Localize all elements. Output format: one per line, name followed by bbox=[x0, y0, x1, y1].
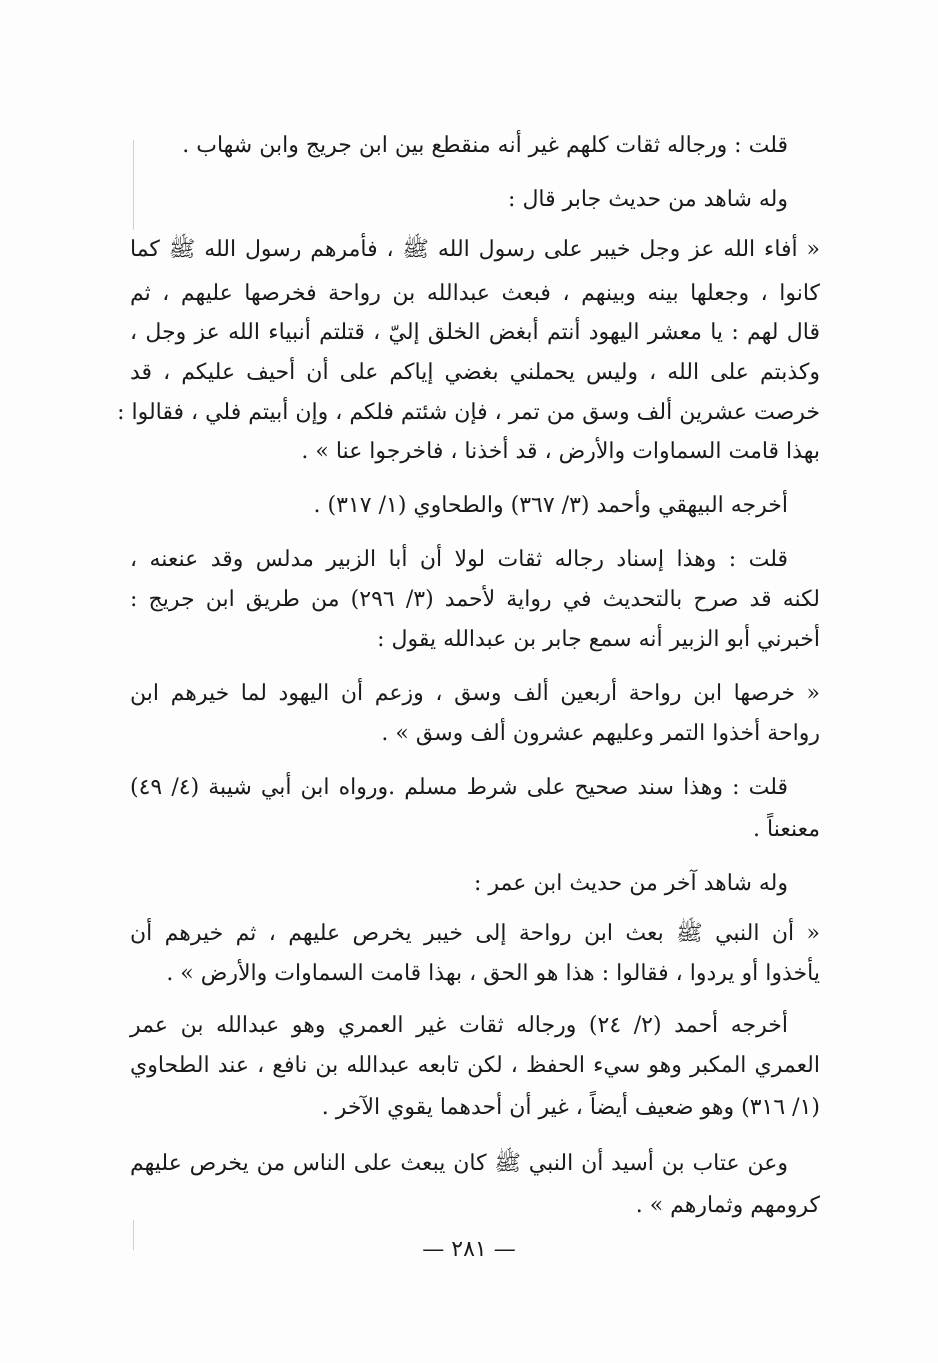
text-line: وله شاهد من حديث جابر قال : bbox=[508, 187, 788, 212]
text-line: قلت : وهذا إسناد رجاله ثقات لولا أن أبا الزبير مدلس وقد عنعنه ، bbox=[130, 547, 788, 572]
text-line: وكذبتم على الله ، وليس يحملني بغضي إياكم على أن أحيف عليكم ، قد bbox=[130, 360, 820, 385]
text-line: (١/ ٣١٦) وهو ضعيف أيضاً ، غير أن أحدهما يقوي الآخر . bbox=[321, 1095, 820, 1120]
text-line: قال لهم : يا معشر اليهود أنتم أبغض الخلق إليّ ، قتلتم أنبياء الله عز وجل ، bbox=[130, 320, 820, 345]
text-line: كرومهم وثمارهم » . bbox=[635, 1193, 820, 1218]
text-line: « خرصها ابن رواحة أربعين ألف وسق ، وزعم أن اليهود لما خيرهم ابن bbox=[130, 681, 820, 706]
text-line: رواحة أخذوا التمر وعليهم عشرون ألف وسق » . bbox=[381, 721, 820, 746]
text-line: وعن عتاب بن أسيد أن النبي ﷺ كان يبعث على الناس من يخرص عليهم bbox=[130, 1151, 788, 1176]
text-line: خرصت عشرين ألف وسق من تمر ، فإن شئتم فلكم ، وإن أبيتم فلي ، فقالوا : bbox=[117, 400, 820, 425]
text-line: أخرجه البيهقي وأحمد (٣/ ٣٦٧) والطحاوي (١/ ٣١٧) . bbox=[313, 493, 788, 518]
scan-edge-mark bbox=[133, 1220, 134, 1250]
text-line: أخبرني أبو الزبير أنه سمع جابر بن عبدالله يقول : bbox=[377, 627, 820, 652]
text-line: العمري المكبر وهو سيء الحفظ ، لكن تابعه عبدالله بن نافع ، عند الطحاوي bbox=[130, 1053, 820, 1078]
text-line: قلت : ورجاله ثقات كلهم غير أنه منقطع بين ابن جريج وابن شهاب . bbox=[182, 133, 788, 158]
page-number: — ٢٨١ — bbox=[422, 1237, 516, 1262]
text-line: « أفاء الله عز وجل خيبر على رسول الله ﷺ ، فأمرهم رسول الله ﷺ كما bbox=[130, 237, 820, 262]
text-line: معنعناً . bbox=[753, 817, 820, 842]
text-line: أخرجه أحمد (٢/ ٢٤) ورجاله ثقات غير العمري وهو عبدالله بن عمر bbox=[130, 1013, 789, 1038]
text-line: وله شاهد آخر من حديث ابن عمر : bbox=[474, 871, 788, 896]
text-line: كانوا ، وجعلها بينه وبينهم ، فبعث عبدالله بن رواحة فخرصها عليهم ، ثم bbox=[130, 281, 820, 306]
text-line: لكنه قد صرح بالتحديث في رواية لأحمد (٣/ ٢٩٦) من طريق ابن جريج : bbox=[130, 587, 821, 612]
text-line: بهذا قامت السماوات والأرض ، قد أخذنا ، فاخرجوا عنا » . bbox=[301, 439, 820, 464]
text-line: « أن النبي ﷺ بعث ابن رواحة إلى خيبر يخرص عليهم ، ثم خيرهم أن bbox=[130, 921, 820, 946]
text-line: قلت : وهذا سند صحيح على شرط مسلم .ورواه ابن أبي شيبة (٤/ ٤٩) bbox=[130, 775, 788, 800]
text-line: يأخذوا أو يردوا ، فقالوا : هذا هو الحق ، بهذا قامت السماوات والأرض » . bbox=[166, 961, 820, 986]
